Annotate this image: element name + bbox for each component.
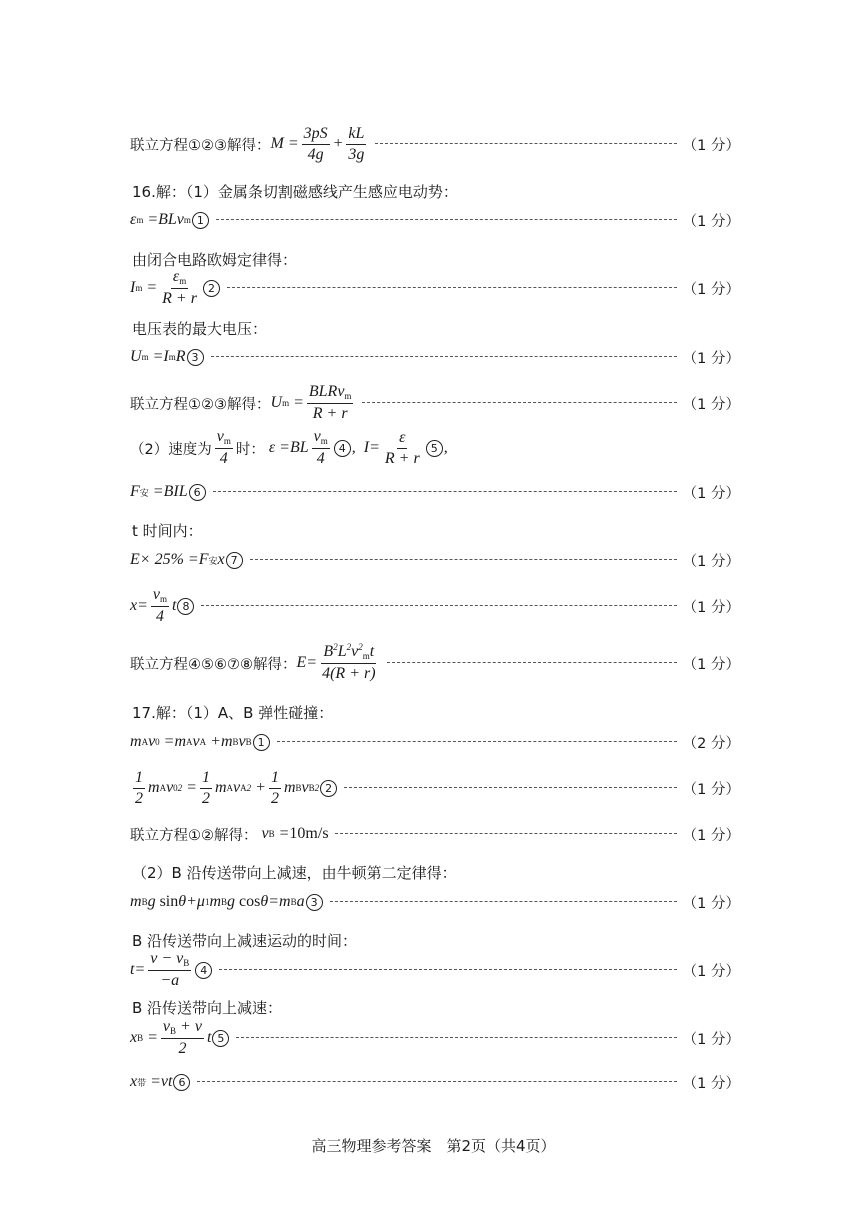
equation-number-4: 4 <box>195 962 212 979</box>
dash-leader <box>335 833 677 834</box>
answer-line-voltage <box>130 337 740 377</box>
dash-leader <box>330 901 677 902</box>
score-label: （1 分） <box>682 781 740 798</box>
dash-leader <box>387 662 677 663</box>
equation-e-result: E = $\frac{B^2L^2v^2_mt}{4(R + r)}$ <box>296 642 376 683</box>
answer-line-time <box>130 950 740 990</box>
dash-leader <box>211 356 677 357</box>
score-label: （1 分） <box>682 485 740 502</box>
time-text: t 时间内： <box>132 522 203 540</box>
dash-leader <box>201 605 676 606</box>
equation-xbelt: x 带 = vt <box>130 1073 173 1090</box>
equation-number-6: 6 <box>189 484 206 501</box>
equation-number-1: 1 <box>192 212 209 229</box>
equation-emf: ε m = BLv m <box>130 211 191 228</box>
score-label: （1 分） <box>682 213 740 230</box>
line-prefix: 联立方程④⑤⑥⑦⑧解得： <box>130 656 297 673</box>
score-label: （1 分） <box>682 553 740 570</box>
answer-line-current <box>130 268 740 308</box>
answer-line-mass <box>130 124 740 164</box>
b-decel-text: B 沿传送带向上减速： <box>132 999 283 1017</box>
answer-line-xbelt <box>130 1062 740 1102</box>
answer-line-part2 <box>130 428 740 468</box>
comma: , <box>443 439 448 456</box>
score-label: （1 分） <box>682 350 740 367</box>
equation-kinetic: $\frac{1}{2}$ m A v 0 2 = $\frac{1}{2}$ m A v A 2 + $\frac{1}{2}$ m B v B 2 <box>135 768 320 807</box>
answer-line-xb <box>130 1018 740 1058</box>
equation-number-5: 5 <box>426 440 443 457</box>
equation-force: F 安 = BIL <box>130 483 188 500</box>
voltmeter-text: 电压表的最大电压： <box>132 320 268 338</box>
score-label: （1 分） <box>682 1031 740 1048</box>
dash-leader <box>277 741 677 742</box>
answer-line-force <box>130 472 740 512</box>
equation-current: I m = $\frac{\varepsilon_m}{R + r}$ <box>130 268 197 308</box>
equation-voltage: U m = I m R <box>130 348 186 365</box>
equation-um-result: U m = $\frac{BLRv_m}{R + r}$ <box>270 383 352 423</box>
dash-leader <box>197 1081 676 1082</box>
equation-mass: M = $\frac{3pS}{4g}$ + $\frac{kL}{3g}$ <box>270 124 365 163</box>
equation-number-8: 8 <box>177 598 194 615</box>
dash-leader <box>344 787 677 788</box>
equation-xb: x B = $\frac{v_B + v}{2}$ t <box>130 1018 212 1058</box>
b-time-text: B 沿传送带向上减速运动的时间： <box>132 932 358 950</box>
score-label: （2 分） <box>682 735 740 752</box>
score-label: （1 分） <box>682 1075 740 1092</box>
part2-mid: 时： <box>235 441 265 458</box>
dash-leader <box>362 402 676 403</box>
equation-momentum: m A v 0 = m A v A + m B v B <box>130 733 252 750</box>
dash-leader <box>236 1037 676 1038</box>
score-label: （1 分） <box>682 827 740 844</box>
ohm-law-text: 由闭合电路欧姆定律得： <box>132 251 298 269</box>
score-label: （1 分） <box>682 963 740 980</box>
equation-emf-quarter: ε = BL $\frac{v_m}{4}$ <box>264 428 328 468</box>
answer-line-newton <box>130 882 740 922</box>
line-prefix: 联立方程①②③解得： <box>130 137 271 154</box>
score-label: （1 分） <box>682 895 740 912</box>
equation-number-4: 4 <box>334 440 351 457</box>
equation-number-2: 2 <box>203 280 220 297</box>
answer-line-emf <box>130 200 740 240</box>
answer-line-kinetic <box>130 768 740 808</box>
line-prefix: 联立方程①②解得： <box>130 827 258 844</box>
equation-current-2: , I = $\frac{\varepsilon}{R + r}$ <box>351 428 420 467</box>
equation-distance: x = $\frac{v_m}{4}$ t <box>130 586 177 626</box>
equation-number-5: 5 <box>212 1030 229 1047</box>
answer-line-energy <box>130 540 740 580</box>
part2-prefix: （2）速度为 <box>130 441 212 458</box>
equation-newton: m B g sin θ + μ 1 m B g cos θ = m B a <box>130 893 305 910</box>
question-17-title: 17.解：（1）A、B 弹性碰撞： <box>132 704 334 722</box>
answer-line-um-result <box>130 383 740 423</box>
equation-number-2: 2 <box>320 780 337 797</box>
score-label: （1 分） <box>682 281 740 298</box>
dash-leader <box>250 559 677 560</box>
dash-leader <box>216 219 677 220</box>
equation-speed: $\frac{v_m}{4}$ <box>216 428 231 468</box>
dash-leader <box>213 491 677 492</box>
answer-line-vb-result <box>130 814 740 854</box>
equation-vb-result: v B = 10m/s <box>261 825 329 842</box>
score-label: （1 分） <box>682 599 740 616</box>
equation-energy: E × 25% = F 安 x <box>130 551 225 568</box>
question-16-title: 16.解：（1）金属条切割磁感线产生感应电动势： <box>132 183 458 201</box>
page-footer: 高三物理参考答案 第2页（共4页） <box>311 1137 556 1155</box>
part2b-text: （2）B 沿传送带向上减速，由牛顿第二定律得： <box>132 864 457 882</box>
score-label: （1 分） <box>682 137 740 154</box>
equation-time: t = $\frac{v - v_B}{-a}$ <box>130 950 190 990</box>
score-label: （1 分） <box>682 656 740 673</box>
equation-number-3: 3 <box>187 349 204 366</box>
answer-line-distance <box>130 586 740 626</box>
dash-leader <box>227 287 677 288</box>
dash-leader <box>219 969 676 970</box>
equation-number-6: 6 <box>173 1074 190 1091</box>
answer-line-e-result <box>130 643 740 683</box>
dash-leader <box>375 143 676 144</box>
equation-number-1: 1 <box>253 734 270 751</box>
line-prefix: 联立方程①②③解得： <box>130 396 271 413</box>
answer-line-momentum <box>130 722 740 762</box>
score-label: （1 分） <box>682 396 740 413</box>
equation-number-3: 3 <box>306 894 323 911</box>
equation-number-7: 7 <box>226 552 243 569</box>
